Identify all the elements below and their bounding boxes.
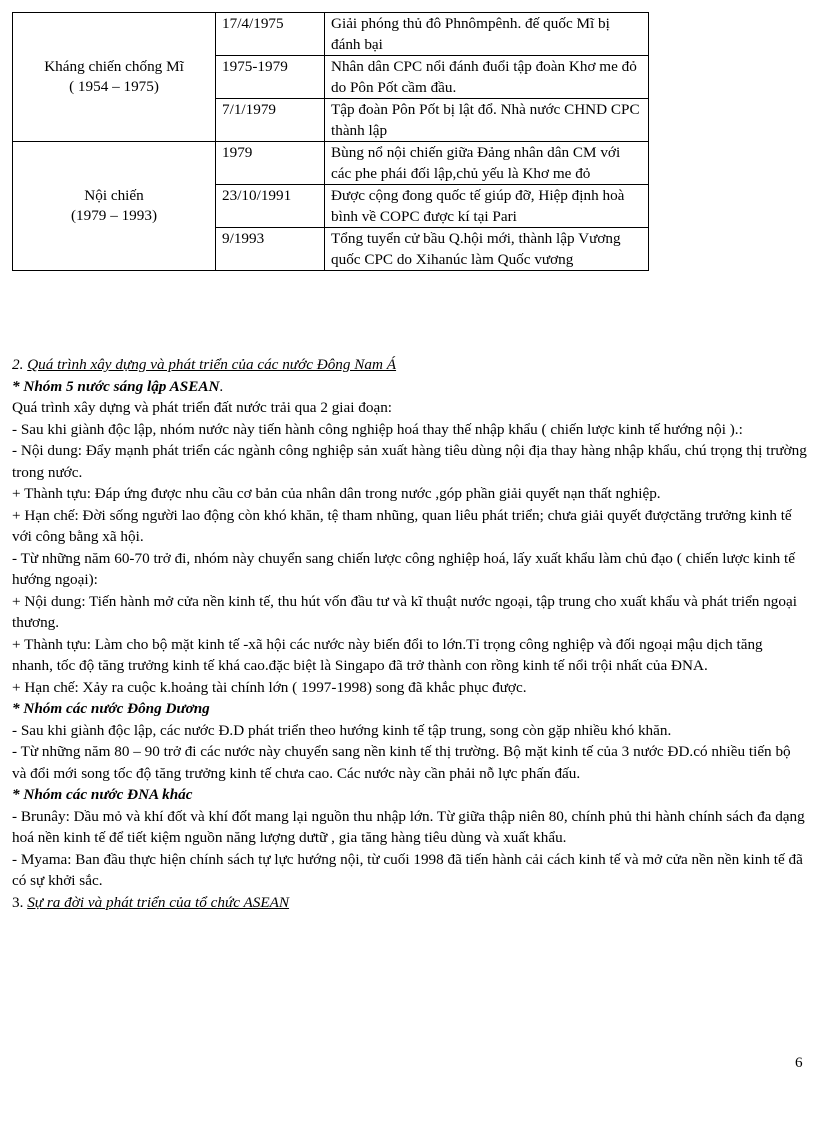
paragraph: + Thành tựu: Làm cho bộ mặt kinh tế -xã hội các nước này biến đổi to lớn.Tỉ trọng công nghiệp và đối ngoại mậu dịch tăng nhanh, tốc độ tăng trưởng kinh tế khá cao.đặc biệt là Singapo đã trở thành con rồng kinh tế nổi trội nhất của ĐNA.	[12, 635, 763, 674]
paragraph: + Hạn chế: Xảy ra cuộc k.hoảng tài chính lớn ( 1997-1998) song đã khắc phục được.	[12, 678, 527, 696]
page-number: 6	[795, 1054, 803, 1071]
event-text: Nhân dân CPC nổi đánh đuổi tập đoàn Khơ me đỏ do Pôn Pốt cầm đầu.	[325, 56, 649, 99]
paragraph: + Nội dung: Tiến hành mở cửa nền kinh tế, thu hút vốn đầu tư và kĩ thuật nước ngoại, tập trung cho xuất khẩu và phát triển ngoại thương.	[12, 592, 797, 631]
paragraph: Quá trình xây dựng và phát triển đất nước trải qua 2 giai đoạn:	[12, 399, 393, 416]
section-3-heading	[12, 892, 807, 914]
paragraph: - Myama: Ban đầu thực hiện chính sách tự lực hướng nội, từ cuối 1998 đã tiến hành cải cách kinh tế và mở cửa nền nền kinh tế đã có sự khởi sắc.	[12, 850, 803, 889]
period-cell	[13, 142, 216, 271]
table-row	[13, 13, 649, 56]
section-title: Sự ra đời và phát triển của tổ chức ASEAN	[27, 893, 290, 911]
paragraph: + Hạn chế: Đời sống người lao động còn khó khăn, tệ tham nhũng, quan liêu phát triển; chưa giải quyết đượctăng trưởng kinh tế với công bằng xã hội.	[12, 506, 792, 545]
event-text: Giải phóng thủ đô Phnômpênh. đế quốc Mĩ bị đánh bại	[325, 13, 649, 56]
event-date: 9/1993	[216, 228, 325, 271]
group-heading: * Nhóm 5 nước sáng lập ASEAN.	[12, 377, 224, 395]
paragraph: - Brunây: Dầu mỏ và khí đốt và khí đốt mang lại nguồn thu nhập lớn. Từ giữa thập niên 80, chính phủ thi hành chính sách đa dạng hoá nền kinh tế để tiết kiệm nguồn năng lượng dưtữ , gia tăng hàng tiêu dùng và xuất khẩu.	[12, 807, 805, 846]
paragraph: - Từ những năm 60-70 trở đi, nhóm này chuyển sang chiến lược công nghiệp hoá, lấy xuất khẩu làm chủ đạo ( chiến lược kinh tế hướng ngoại):	[12, 549, 796, 588]
event-date: 1979	[216, 142, 325, 185]
paragraph: + Thành tựu: Đáp ứng được nhu cầu cơ bản của nhân dân trong nước ,góp phần giải quyết nạn thất nghiệp.	[12, 485, 661, 502]
period-cell	[13, 13, 216, 142]
event-text: Tập đoàn Pôn Pốt bị lật đổ. Nhà nước CHND CPC thành lập	[325, 99, 649, 142]
paragraph: - Sau khi giành độc lập, các nước Đ.D phát triển theo hướng kinh tế tập trung, song còn gặp nhiều khó khăn.	[12, 721, 672, 739]
event-date: 7/1/1979	[216, 99, 325, 142]
event-text: Tổng tuyển cử bầu Q.hội mới, thành lập Vương quốc CPC do Xihanúc làm Quốc vương	[325, 228, 649, 271]
section-title: Quá trình xây dựng và phát triển của các nước Đông Nam Á	[27, 356, 397, 373]
group-heading: * Nhóm các nước Đông Dương	[12, 700, 210, 717]
event-date: 17/4/1975	[216, 13, 325, 56]
history-table	[12, 12, 649, 271]
period-name: Kháng chiến chống Mĩ	[44, 57, 184, 75]
document-body	[12, 354, 807, 913]
event-date: 1975-1979	[216, 56, 325, 99]
table-row	[13, 142, 649, 185]
event-text: Được cộng đong quốc tế giúp đỡ, Hiệp định hoà bình về COPC được kí tại Pari	[325, 185, 649, 228]
paragraph: - Từ những năm 80 – 90 trở đi các nước này chuyển sang nền kinh tế thị trường. Bộ mặt kinh tế của 3 nước ĐD.có nhiều tiến bộ và đổi mới song tốc độ tăng trưởng kinh tế chưa cao. Các nước này cần phải nỗ lực phấn đấu.	[12, 743, 791, 782]
paragraph: - Nội dung: Đẩy mạnh phát triển các ngành công nghiệp sản xuất hàng tiêu dùng nội địa thay hàng nhập khẩu, chú trọng thị trường trong nước.	[12, 442, 807, 481]
event-date: 23/10/1991	[216, 185, 325, 228]
period-years: (1979 – 1993)	[70, 207, 158, 224]
section-2-heading	[12, 354, 807, 376]
event-text: Bùng nổ nội chiến giữa Đảng nhân dân CM với các phe phái đối lập,chủ yếu là Khơ me đỏ	[325, 142, 649, 185]
paragraph: - Sau khi giành độc lập, nhóm nước này tiến hành công nghiệp hoá thay thế nhập khẩu ( chiến lược kinh tế hướng nội ).:	[12, 420, 743, 438]
period-name: Nội chiến	[84, 186, 144, 204]
section-number: 2.	[12, 356, 28, 373]
group-heading: * Nhóm các nước ĐNA khác	[12, 786, 193, 803]
period-years: ( 1954 – 1975)	[69, 78, 159, 95]
section-number: 3.	[12, 893, 28, 911]
